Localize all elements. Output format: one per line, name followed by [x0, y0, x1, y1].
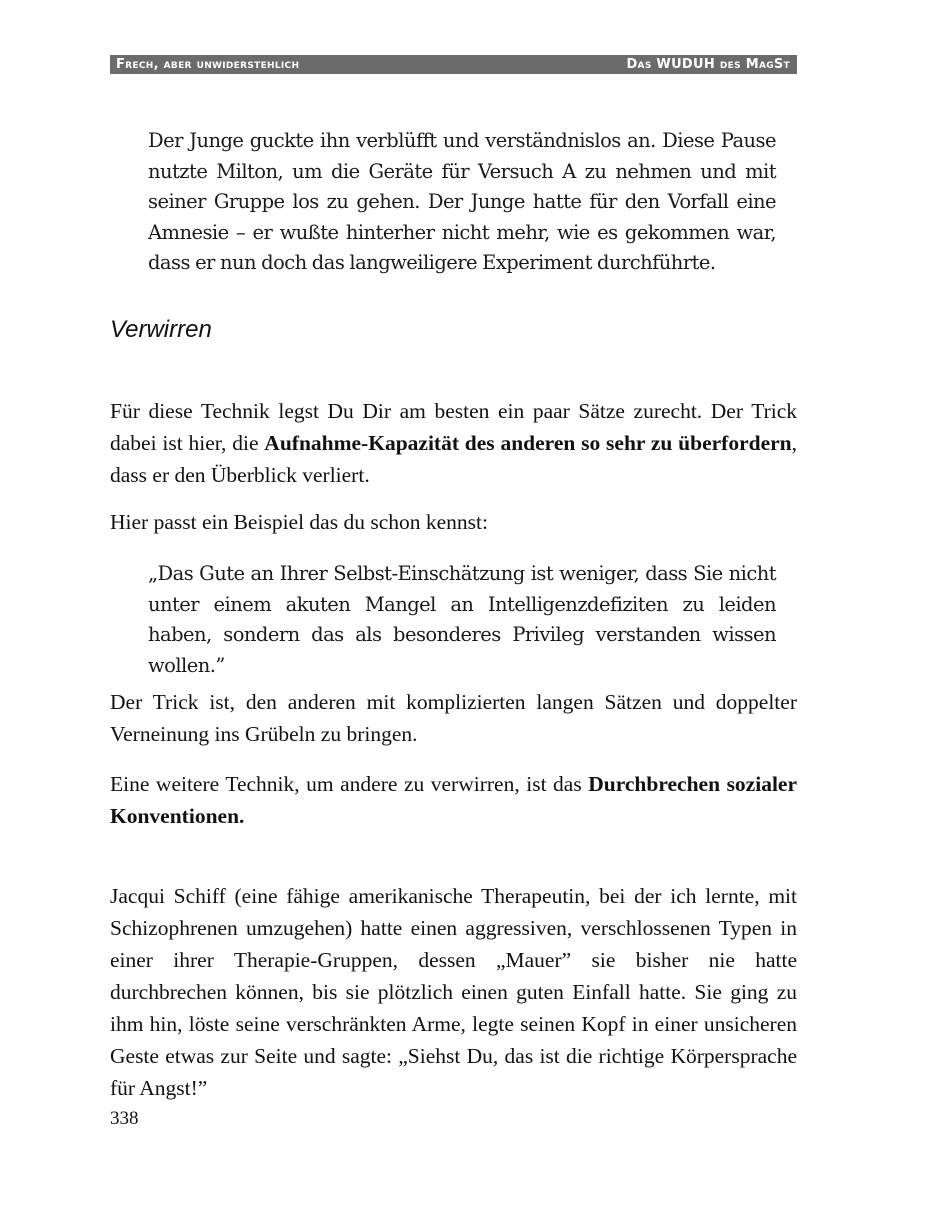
indented-story-block: Der Junge guckte ihn verblüfft und verständnislos an. Diese Pause nutzte Milton, um die Geräte für Versuch A zu nehmen und mit seiner Gruppe los zu gehen. Der Junge hatte für den Vorfall eine Amnesie – er wußte hinterher nicht mehr, wie es gekommen war, dass er nun doch das langweiligere Experiment durchführte.: [148, 129, 776, 274]
running-header: [110, 55, 797, 74]
paragraph-example-intro: Hier passt ein Beispiel das du schon kennst:: [110, 510, 488, 534]
header-book-title: Frech, aber unwiderstehlich: [116, 57, 300, 72]
indented-example-quote: „Das Gute an Ihrer Selbst-Einschätzung ist weniger, dass Sie nicht unter einem akuten Mangel an Intelligenzdefiziten zu leiden haben, sondern das als besonderes Privileg verstanden wissen wollen.”: [148, 562, 776, 677]
section-heading: Verwirren: [110, 316, 212, 343]
paragraph-text: , dass er den Überblick verliert.: [110, 431, 797, 487]
paragraph-text: Eine weitere Technik, um andere zu verwirren, ist das: [110, 772, 589, 796]
header-chapter-title: Das WUDUH des MagSt: [626, 57, 790, 72]
paragraph-jacqui-schiff-anecdote: Jacqui Schiff (eine fähige amerikanische Therapeutin, bei der ich lernte, mit Schizophrenen umzugehen) hatte einen aggressiven, verschlossenen Typen in einer ihrer Therapie-Gruppen, dessen „Mauer” sie bisher nie hatte durchbrechen können, bis sie plötzlich einen guten Einfall hatte. Sie ging zu ihm hin, löste seine verschränkten Arme, legte seinen Kopf in einer unsicheren Geste etwas zur Seite und sagte: „Siehst Du, das ist die richtige Körpersprache für Angst!”: [110, 884, 797, 1100]
paragraph-trick-explanation: Der Trick ist, den anderen mit komplizierten langen Sätzen und doppelter Verneinung ins Grübeln zu bringen.: [110, 690, 797, 746]
paragraph-text: Für diese Technik legst Du Dir am besten ein paar Sätze zurecht. Der Trick dabei ist hier, die: [110, 399, 797, 455]
emphasis-text: Aufnahme-Kapazität des anderen so sehr zu überfordern: [264, 431, 792, 455]
emphasis-text: Durchbrechen sozialer Konventionen.: [110, 772, 798, 828]
paragraph-technique-intro: [110, 395, 797, 491]
page-number: 338: [110, 1108, 139, 1129]
paragraph-second-technique: [110, 768, 797, 832]
